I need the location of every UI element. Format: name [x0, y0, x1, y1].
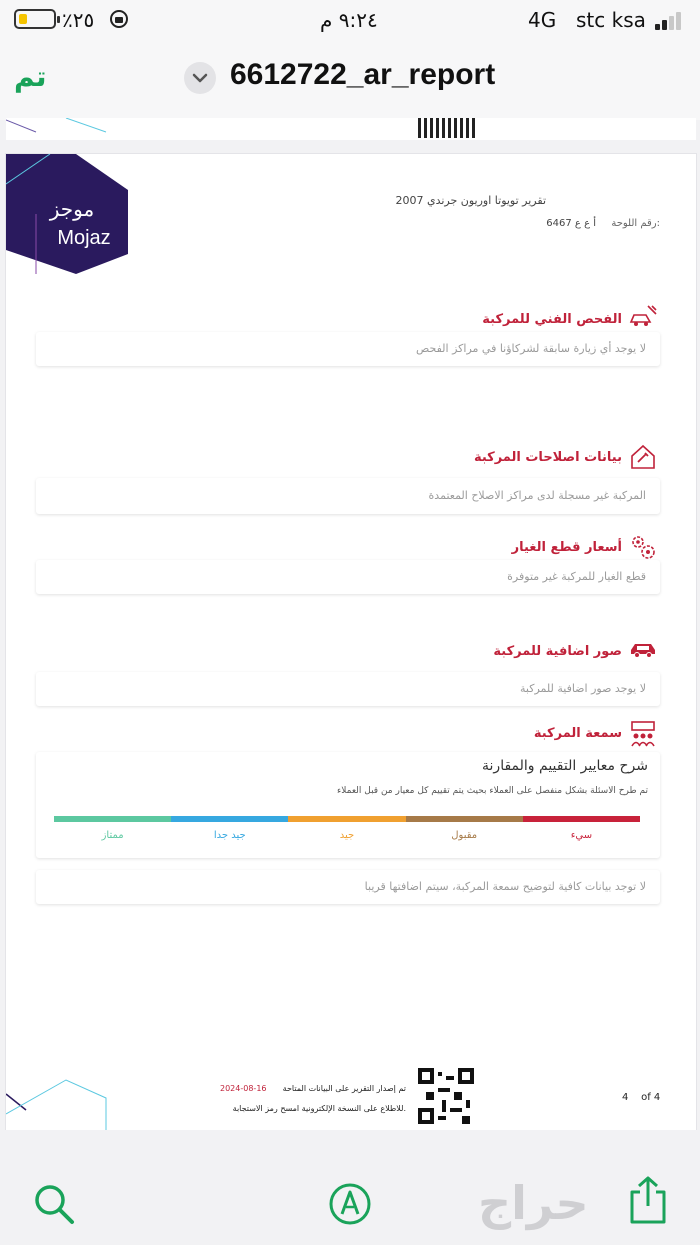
title-menu-button[interactable] — [184, 62, 216, 94]
scale-segment-good — [288, 816, 405, 822]
bottom-toolbar — [0, 1130, 700, 1245]
scale-label-acceptable: مقبول — [451, 830, 478, 841]
navigation-bar — [0, 44, 700, 120]
scale-label-good: جيد — [339, 830, 355, 841]
battery-icon — [14, 9, 56, 29]
status-bar — [0, 0, 700, 44]
section-title-parts: أسعار قطع الغيار — [511, 540, 622, 555]
previous-page-edge[interactable] — [6, 118, 696, 140]
section-box-repairs — [36, 478, 660, 514]
share-icon[interactable] — [626, 1174, 670, 1226]
signal-strength-icon — [655, 10, 689, 30]
car-icon — [628, 634, 658, 664]
battery-percent: ٪٢٥ — [62, 8, 95, 32]
orientation-lock-icon — [110, 10, 128, 28]
scale-label-bad: سيء — [570, 830, 593, 841]
qr-code-partial — [418, 118, 476, 138]
gears-icon — [628, 532, 658, 562]
chevron-down-icon — [192, 72, 208, 84]
report-title: تقرير تويوتا اوريون جرندي 2007 — [395, 194, 546, 207]
clock: ٩:٢٤ م — [320, 8, 378, 32]
reputation-no-data-text: لا توجد بيانات كافية لتوضيح سمعة المركبة، سيتم اضافتها قريبا — [364, 880, 646, 893]
scale-label-very-good: جيد جدا — [213, 830, 246, 841]
section-title-repairs: بيانات اصلاحات المركبة — [473, 450, 622, 465]
section-box-inspection — [36, 332, 660, 366]
scale-label-excellent: ممتاز — [101, 830, 124, 841]
scale-segment-acceptable — [406, 816, 523, 822]
plate-label: رقم اللوحة: — [611, 218, 660, 229]
criteria-box — [36, 752, 660, 858]
scale-segment-excellent — [54, 816, 171, 822]
section-title-reputation: سمعة المركبة — [533, 726, 622, 741]
repair-house-icon — [628, 442, 658, 472]
section-text-parts: قطع الغيار للمركبة غير متوفرة — [507, 570, 646, 583]
markup-pen-icon[interactable] — [328, 1182, 372, 1226]
report-date: 2024-08-16 — [220, 1084, 267, 1093]
done-button[interactable]: تم — [14, 60, 47, 93]
rating-scale-labels — [54, 830, 640, 841]
plate-value: أ ع ع 6467 — [546, 218, 596, 229]
criteria-title: شرح معايير التقييم والمقارنة — [482, 758, 648, 774]
reputation-people-icon — [628, 720, 658, 750]
watermark: حراج — [478, 1176, 589, 1230]
carrier-name: stc ksa — [576, 8, 646, 32]
search-icon[interactable] — [32, 1182, 76, 1226]
section-box-parts — [36, 560, 660, 594]
section-title-photos: صور اضافية للمركبة — [493, 644, 622, 659]
scale-segment-bad — [523, 816, 640, 822]
section-text-photos: لا يوجد صور اضافية للمركبة — [519, 682, 646, 695]
section-title-inspection: الفحص الفني للمركبة — [482, 312, 622, 327]
decorative-lines — [6, 118, 116, 140]
criteria-description: تم طرح الاسئلة بشكل منفصل على العملاء بحيث يتم تقييم كل معيار من قبل العملاء — [337, 786, 648, 796]
logo-english-text: Mojaz — [57, 227, 111, 249]
footer-scan-text: للاطلاع على النسخة الإلكترونية امسح رمز الاستجابة. — [232, 1104, 406, 1113]
section-box-photos — [36, 672, 660, 706]
network-type: 4G — [528, 8, 557, 32]
rating-scale-bar — [54, 816, 640, 822]
footer-issued-text: تم إصدار التقرير على البيانات المتاحة — [282, 1084, 406, 1093]
inspection-car-icon — [628, 302, 658, 332]
report-page[interactable] — [6, 154, 696, 1130]
document-title[interactable]: 6612722_ar_report — [230, 58, 496, 91]
page-number: 4 of 4 — [622, 1092, 661, 1103]
footer-decorative-lines — [6, 1074, 116, 1130]
section-text-repairs: المركبة غير مسجلة لدى مراكز الاصلاح المعتمدة — [428, 489, 646, 502]
reputation-no-data-box — [36, 870, 660, 904]
section-text-inspection: لا يوجد أي زيارة سابقة لشركاؤنا في مراكز الفحص — [416, 342, 646, 355]
qr-code — [418, 1068, 474, 1124]
logo-arabic-text: موجز — [49, 197, 95, 221]
scale-segment-very-good — [171, 816, 288, 822]
mojaz-logo — [6, 154, 132, 274]
